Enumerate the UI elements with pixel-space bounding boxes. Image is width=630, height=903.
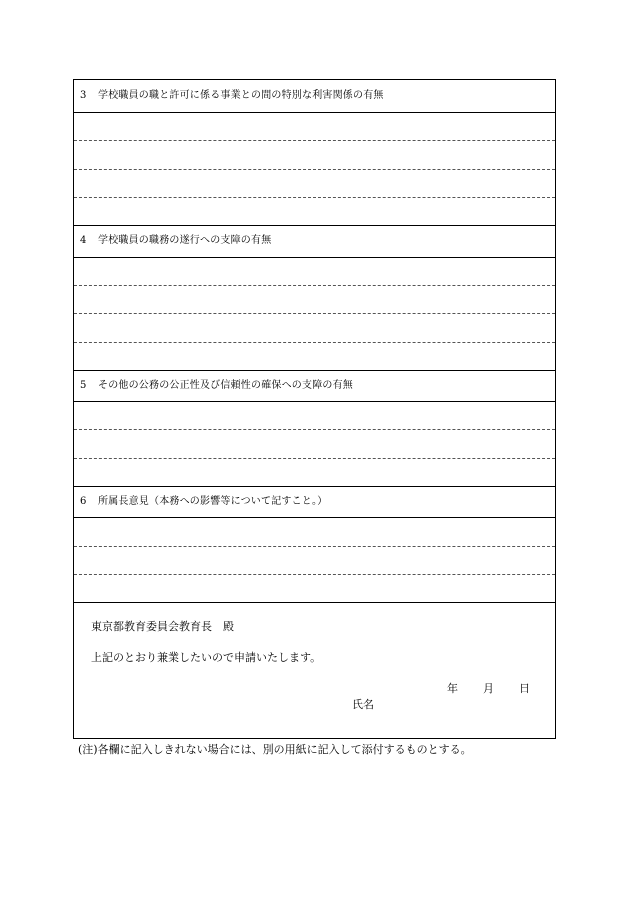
month-label: 月 — [483, 682, 494, 695]
section-3-entry-line-1[interactable] — [74, 113, 555, 141]
section-number: 4 — [80, 235, 87, 246]
section-3-entry-line-4[interactable] — [74, 198, 555, 226]
section-title: 所属長意見（本務への影響等について記すこと。） — [98, 496, 328, 507]
section-title: その他の公務の公正性及び信頼性の確保への支障の有無 — [98, 380, 353, 391]
section-3-entry-line-3[interactable] — [74, 170, 555, 198]
application-statement: 上記のとおり兼業したいので申請いたします。 — [91, 651, 322, 664]
section-4-header — [74, 225, 555, 257]
section-4-entry-line-4[interactable] — [74, 343, 555, 371]
section-title: 学校職員の職務の遂行への支障の有無 — [98, 235, 272, 246]
section-6-entry-line-3[interactable] — [74, 575, 555, 603]
section-5-header — [74, 370, 555, 402]
section-number: 6 — [80, 496, 87, 507]
addressee: 東京都教育委員会教育長 殿 — [91, 620, 234, 633]
section-4-entry-line-1[interactable] — [74, 258, 555, 286]
section-5-entry-line-3[interactable] — [74, 459, 555, 487]
section-5-entry-line-2[interactable] — [74, 430, 555, 458]
year-label: 年 — [447, 682, 458, 695]
section-title: 学校職員の職と許可に係る事業との間の特別な利害関係の有無 — [98, 90, 384, 101]
section-6-entry-line-2[interactable] — [74, 547, 555, 575]
section-3-header — [74, 80, 555, 112]
section-4-entry-line-2[interactable] — [74, 286, 555, 314]
section-number: 3 — [80, 90, 87, 101]
section-6-header — [74, 486, 555, 518]
name-label: 氏名 — [352, 698, 374, 711]
day-label: 日 — [519, 682, 530, 695]
footnote: (注)各欄に記入しきれない場合には、別の用紙に記入して添付するものとする。 — [78, 743, 472, 756]
section-6-entry-line-1[interactable] — [74, 518, 555, 546]
divider — [74, 602, 555, 603]
section-3-entry-line-2[interactable] — [74, 141, 555, 169]
section-4-entry-line-3[interactable] — [74, 314, 555, 342]
section-5-entry-line-1[interactable] — [74, 402, 555, 430]
section-number: 5 — [80, 380, 87, 391]
application-form — [73, 79, 556, 739]
